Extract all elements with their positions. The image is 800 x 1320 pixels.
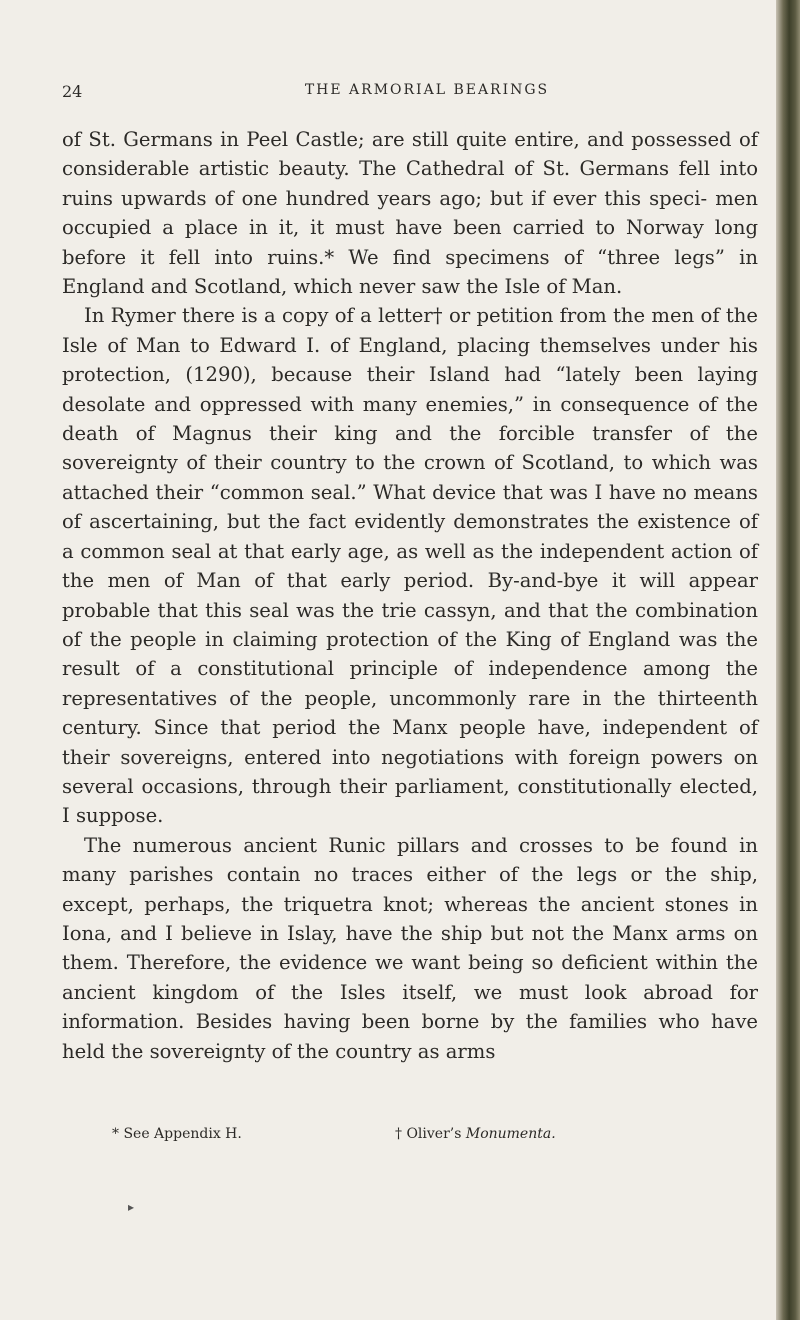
paragraph-3: The numerous ancient Runic pillars and crosses to be found in many parishes contain no traces either of the legs or the ship, except, perhaps, the triquetra knot; whereas the ancient stones in Iona, and I believe in Islay, have the ship but not the Manx arms on them. Therefore, the evidence we want being so deficient within the ancient kingdom of the Isles itself, we must look abroad for information. Besides having been borne by the families who have held the sovereignty of the country as arms xyxy=(62,833,758,1063)
footnote-oliver-title: Monumenta. xyxy=(465,1126,556,1142)
footnote-oliver xyxy=(395,1126,556,1142)
page-header xyxy=(62,82,762,106)
running-title: THE ARMORIAL BEARINGS xyxy=(304,82,550,98)
footnote-oliver-prefix: † Oliver’s xyxy=(395,1126,466,1142)
stray-mark: ▸ xyxy=(128,1200,135,1214)
paragraph-2: In Rymer there is a copy of a letter† or petition from the men of the Isle of Man to Edward I. of England, placing themselves under his protection, (1290), because their Island had “lately been laying desolate and oppressed with many enemies,” in consequence of the death of Magnus their king and the forcible transfer of the sovereignty of their country to the crown of Scotland, to which was attached their “common seal.” What device that was I have no means of ascertaining, but the fact evidently demonstrates the existence of a common seal at that early age, as well as the independent action of the men of Man of that early period. By-and-bye it will appear probable that this seal was the trie cassyn, and that the combination of the people in claiming protection of the King of England was the result of a constitutional principle of independence among the representatives of the people, uncommonly rare in the thirteenth century. Since that period the Manx people have, independent of their sovereigns, entered into negotiations with foreign powers on several occasions, through their parliament, constitutionally elected, I suppose. xyxy=(62,304,758,828)
footnote-appendix: * See Appendix H. xyxy=(112,1126,242,1142)
paragraph-1: of St. Germans in Peel Castle; are still quite entire, and possessed of considerable artistic beauty. The Cathedral of St. Germans fell into ruins upwards of one hundred years ago; but if ever this speci- men occupied a place in it, it must have been carried to Norway long before it fell into ruins.* We find specimens of “three legs” in England and Scotland, which never saw the Isle of Man. xyxy=(62,128,758,299)
footnotes xyxy=(112,1126,752,1148)
page-number: 24 xyxy=(62,82,83,101)
page-edge-shadow xyxy=(776,0,800,1320)
body-text xyxy=(62,125,758,1066)
